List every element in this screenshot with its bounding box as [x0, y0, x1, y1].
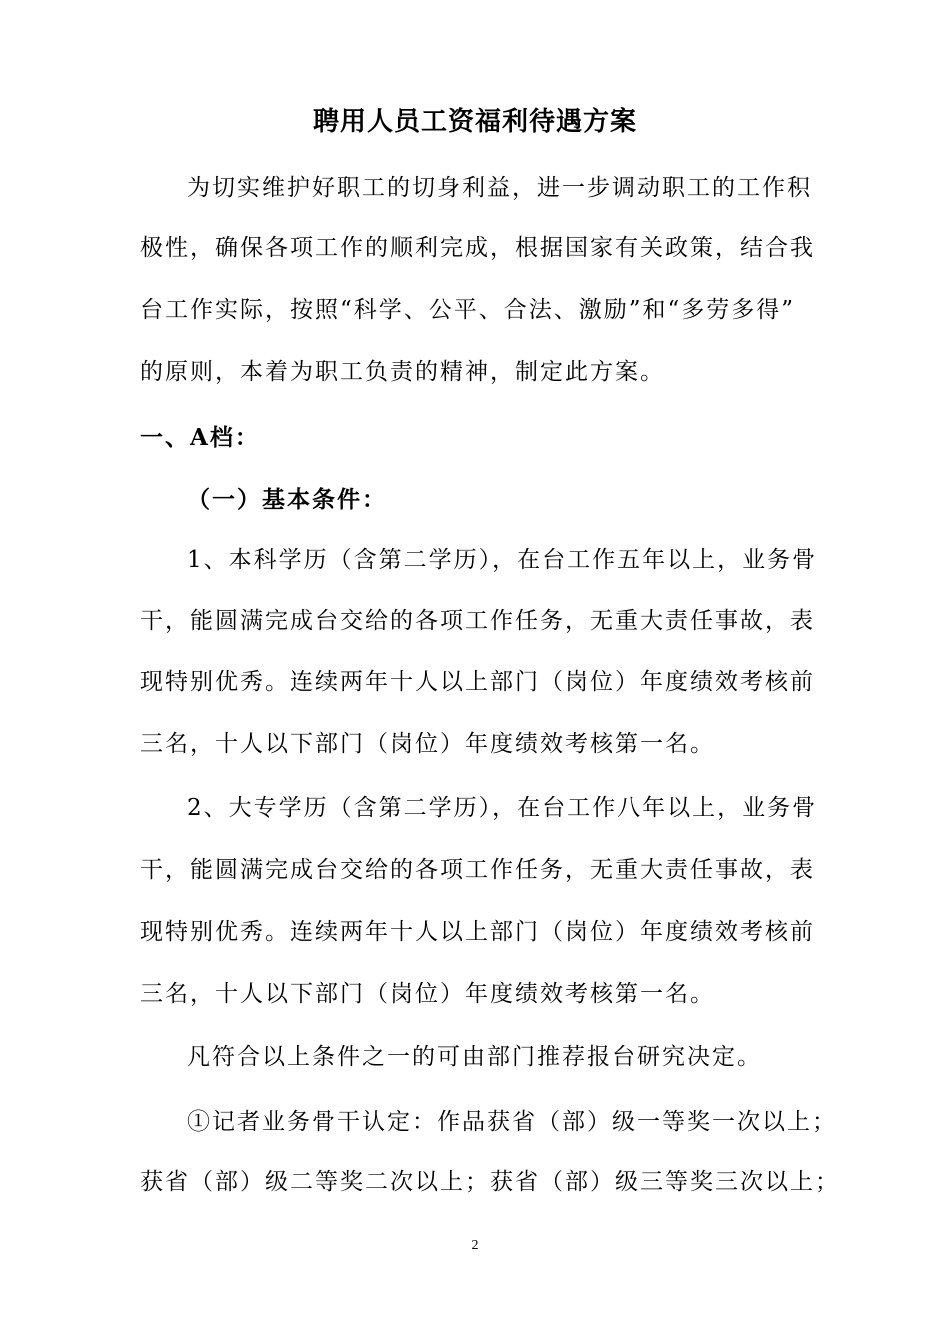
intro-line-1: 为切实维护好职工的切身利益，进一步调动职工的工作积	[187, 175, 812, 201]
item1-line-4: 三名，十人以下部门（岗位）年度绩效考核第一名。	[140, 731, 715, 757]
document-title: 聘用人员工资福利待遇方案	[312, 107, 637, 137]
item2-line-4: 三名，十人以下部门（岗位）年度绩效考核第一名。	[140, 981, 715, 1007]
item2-line-1: 2、大专学历（含第二学历），在台工作八年以上，业务骨	[187, 795, 818, 821]
criteria-line-1: ①记者业务骨干认定：作品获省（部）级一等奖一次以上；	[187, 1109, 837, 1135]
intro-line-2: 极性，确保各项工作的顺利完成，根据国家有关政策，结合我	[140, 235, 815, 261]
note-line: 凡符合以上条件之一的可由部门推荐报台研究决定。	[187, 1044, 762, 1070]
item1-line-2: 干，能圆满完成台交给的各项工作任务，无重大责任事故，表	[140, 608, 815, 634]
item2-line-3: 现特别优秀。连续两年十人以上部门（岗位）年度绩效考核前	[140, 919, 815, 945]
item2-line-2: 干，能圆满完成台交给的各项工作任务，无重大责任事故，表	[140, 857, 815, 883]
intro-line-3: 台工作实际，按照“科学、公平、合法、激励”和“多劳多得”	[140, 297, 796, 323]
intro-line-4: 的原则，本着为职工负责的精神，制定此方案。	[140, 359, 665, 385]
item1-line-1: 1、本科学历（含第二学历），在台工作五年以上，业务骨	[187, 547, 818, 573]
item1-line-3: 现特别优秀。连续两年十人以上部门（岗位）年度绩效考核前	[140, 669, 815, 695]
section-heading-a: 一、A档：	[140, 424, 260, 451]
criteria-line-2: 获省（部）级二等奖二次以上；获省（部）级三等奖三次以上；	[140, 1169, 840, 1195]
page-number: 2	[471, 1238, 479, 1253]
subsection-heading-basic: （一）基本条件：	[187, 486, 387, 513]
